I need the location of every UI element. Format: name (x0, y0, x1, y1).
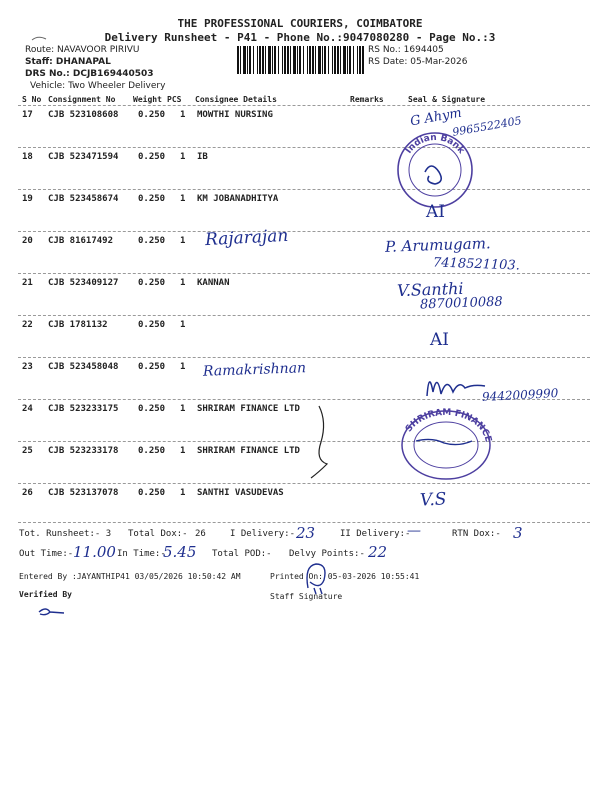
delvy-points-label: Delvy Points:- (289, 549, 365, 559)
row-consignee: KM JOBANADHITYA (197, 194, 279, 204)
barcode-bar (340, 46, 341, 74)
ai-mark-row-22: AI (430, 330, 449, 350)
col-remarks: Remarks (350, 95, 384, 104)
barcode-bar (282, 46, 283, 74)
total-dox-label: Total Dox:- (128, 529, 188, 539)
row-weight: 0.250 (138, 110, 166, 120)
row-divider (18, 231, 590, 232)
row-sno: 23 (22, 362, 33, 372)
barcode-bar (324, 46, 326, 74)
finance-stamp-text: SHRIRAM FINANCE (404, 407, 493, 444)
barcode-bar (284, 46, 286, 74)
col-sno: S No (22, 95, 42, 104)
barcode-bar (353, 46, 354, 74)
row-weight: 0.250 (138, 152, 166, 162)
barcode-bar (343, 46, 346, 74)
barcode-bar (315, 46, 316, 74)
barcode-bar (337, 46, 339, 74)
row-weight: 0.250 (138, 488, 166, 498)
row-consignment-no: CJB 523409127 (48, 278, 119, 288)
row-weight: 0.250 (138, 236, 166, 246)
staff-label: Staff: DHANAPAL (25, 57, 111, 67)
row-consignment-no: CJB 523458674 (48, 194, 119, 204)
row-consignment-no: CJB 1781132 (48, 320, 108, 330)
barcode-bar (349, 46, 351, 74)
col-consignment: Consignment No (48, 95, 116, 104)
barcode-bar (322, 46, 323, 74)
row-pcs: 1 (180, 320, 186, 330)
row-consignee: SHRIRAM FINANCE LTD (197, 446, 300, 456)
col-seal-signature: Seal & Signature (408, 95, 486, 104)
svg-text:SHRIRAM FINANCE (404, 408, 493, 443)
row-consignee: SANTHI VASUDEVAS (197, 488, 284, 498)
row-divider (18, 357, 590, 358)
barcode-bar (362, 46, 364, 74)
row-weight: 0.250 (138, 194, 166, 204)
printed-on: Printed On: 05-03-2026 10:55:41 (270, 572, 420, 581)
route-label: Route: NAVAVOOR PIRIVU (25, 45, 140, 55)
barcode-bar (347, 46, 348, 74)
row-divider (18, 441, 590, 442)
barcode-bar (334, 46, 336, 74)
barcode-bar (318, 46, 321, 74)
signature-row-20: P. Arumugam. (384, 234, 491, 256)
barcode-bar (240, 46, 241, 74)
i-delivery-label: I Delivery:- (230, 529, 296, 539)
row-pcs: 1 (180, 488, 186, 498)
out-time-value: 11.00 (73, 543, 116, 561)
row-consignment-no: CJB 523471594 (48, 152, 119, 162)
row-pcs: 1 (180, 404, 186, 414)
col-weight: Weight (133, 95, 162, 104)
barcode-bar (272, 46, 273, 74)
phone-row-20: 7418521103. (432, 255, 521, 274)
ii-delivery-value: — (407, 523, 421, 539)
shriram-finance-stamp (398, 407, 494, 483)
barcode-bar (268, 46, 271, 74)
row-pcs: 1 (180, 362, 186, 372)
row-sno: 21 (22, 278, 33, 288)
rtn-dox-value: 3 (513, 524, 523, 542)
barcode-bar (259, 46, 261, 74)
row-pcs: 1 (180, 152, 186, 162)
row-consignment-no: CJB 523108608 (48, 110, 119, 120)
barcode-bar (332, 46, 333, 74)
vehicle-label: Vehicle: Two Wheeler Delivery (30, 81, 166, 91)
out-time-label: Out Time:- (19, 549, 74, 559)
barcode-bar (287, 46, 289, 74)
barcode (237, 46, 365, 74)
barcode-bar (278, 46, 279, 74)
consignee-handwritten-row-23: Ramakrishnan (202, 360, 307, 380)
row-consignee: IB (197, 152, 208, 162)
barcode-bar (357, 46, 358, 74)
row-consignment-no: CJB 523458048 (48, 362, 119, 372)
row-pcs: 1 (180, 236, 186, 246)
row-divider (18, 147, 590, 148)
company-name: THE PROFESSIONAL COURIERS, COIMBATORE (177, 17, 423, 30)
barcode-bar (247, 46, 248, 74)
barcode-bar (249, 46, 251, 74)
barcode-bar (265, 46, 266, 74)
rows-end-divider (18, 522, 590, 523)
row-sno: 25 (22, 446, 33, 456)
row-consignment-no: CJB 81617492 (48, 236, 114, 246)
phone-row-23: 9442009990 (481, 386, 559, 404)
delvy-points-value: 22 (368, 543, 388, 561)
barcode-bar (257, 46, 258, 74)
row-consignment-no: CJB 523233178 (48, 446, 119, 456)
total-dox-value: 26 (195, 529, 206, 539)
runsheet-title: Delivery Runsheet - P41 - Phone No.:9047080280 - Page No.:3 (104, 31, 496, 44)
barcode-bar (307, 46, 308, 74)
row-sno: 22 (22, 320, 33, 330)
in-time-label: In Time:- (117, 549, 166, 559)
rs-date: RS Date: 05-Mar-2026 (368, 57, 468, 67)
barcode-bar (297, 46, 298, 74)
row-sno: 17 (22, 110, 33, 120)
barcode-bar (243, 46, 246, 74)
col-consignee: Consignee Details (195, 95, 277, 104)
ai-mark-row-19: AI (426, 202, 445, 222)
row-divider (18, 315, 590, 316)
row-consignee: KANNAN (197, 278, 230, 288)
row-consignment-no: CJB 523233175 (48, 404, 119, 414)
header-divider (18, 105, 590, 106)
corner-mark (30, 34, 50, 42)
row-divider (18, 189, 590, 190)
staff-signature-label: Staff Signature (270, 592, 343, 601)
entered-by: Entered By :JAYANTHIP41 03/05/2026 10:50:42 AM (19, 572, 241, 581)
bracket-mark-rows-24-25 (305, 402, 335, 482)
row-sno: 26 (22, 488, 33, 498)
in-time-value: 5.45 (163, 543, 197, 561)
row-pcs: 1 (180, 446, 186, 456)
row-sno: 19 (22, 194, 33, 204)
indian-bank-stamp (395, 130, 475, 210)
row-weight: 0.250 (138, 278, 166, 288)
col-pcs: PCS (167, 95, 182, 104)
consignee-handwritten-row-20: Rajarajan (204, 225, 289, 251)
row-consignment-no: CJB 523137078 (48, 488, 119, 498)
rtn-dox-label: RTN Dox:- (452, 529, 501, 539)
rs-number: RS No.: 1694405 (368, 45, 444, 55)
barcode-bar (303, 46, 304, 74)
row-consignee: MOWTHI NURSING (197, 110, 273, 120)
barcode-bar (359, 46, 361, 74)
phone-row-17: 9965522405 (451, 114, 523, 139)
signature-row-21: V.Santhi (396, 278, 464, 301)
barcode-bar (328, 46, 329, 74)
row-divider (18, 273, 590, 274)
barcode-bar (262, 46, 264, 74)
drs-number: DRS No.: DCJB169440503 (25, 69, 154, 79)
signature-row-26: V.S (419, 489, 447, 511)
row-sno: 18 (22, 152, 33, 162)
total-pod-label: Total POD:- (212, 549, 272, 559)
barcode-bar (309, 46, 311, 74)
barcode-bar (253, 46, 254, 74)
row-consignee: SHRIRAM FINANCE LTD (197, 404, 300, 414)
verified-by-label: Verified By (19, 590, 72, 599)
i-delivery-value: 23 (296, 524, 316, 542)
svg-text:Indian Bank (404, 133, 467, 157)
row-weight: 0.250 (138, 404, 166, 414)
row-weight: 0.250 (138, 362, 166, 372)
barcode-bar (293, 46, 296, 74)
row-pcs: 1 (180, 278, 186, 288)
row-weight: 0.250 (138, 446, 166, 456)
row-pcs: 1 (180, 110, 186, 120)
total-runsheet: Tot. Runsheet:- 3 (19, 529, 112, 539)
row-sno: 24 (22, 404, 33, 414)
signature-row-17: G Ahym (409, 105, 463, 130)
row-sno: 20 (22, 236, 33, 246)
row-divider (18, 483, 590, 484)
barcode-bar (299, 46, 301, 74)
bank-stamp-text: Indian Bank (403, 132, 467, 156)
staff-signature-mark (300, 558, 334, 596)
verified-by-mark (36, 604, 66, 620)
barcode-bar (274, 46, 276, 74)
barcode-bar (312, 46, 314, 74)
ii-delivery-label: II Delivery:- (340, 529, 411, 539)
barcode-bar (237, 46, 239, 74)
row-weight: 0.250 (138, 320, 166, 330)
row-pcs: 1 (180, 194, 186, 204)
barcode-bar (290, 46, 291, 74)
phone-row-21: 8870010088 (419, 294, 503, 313)
